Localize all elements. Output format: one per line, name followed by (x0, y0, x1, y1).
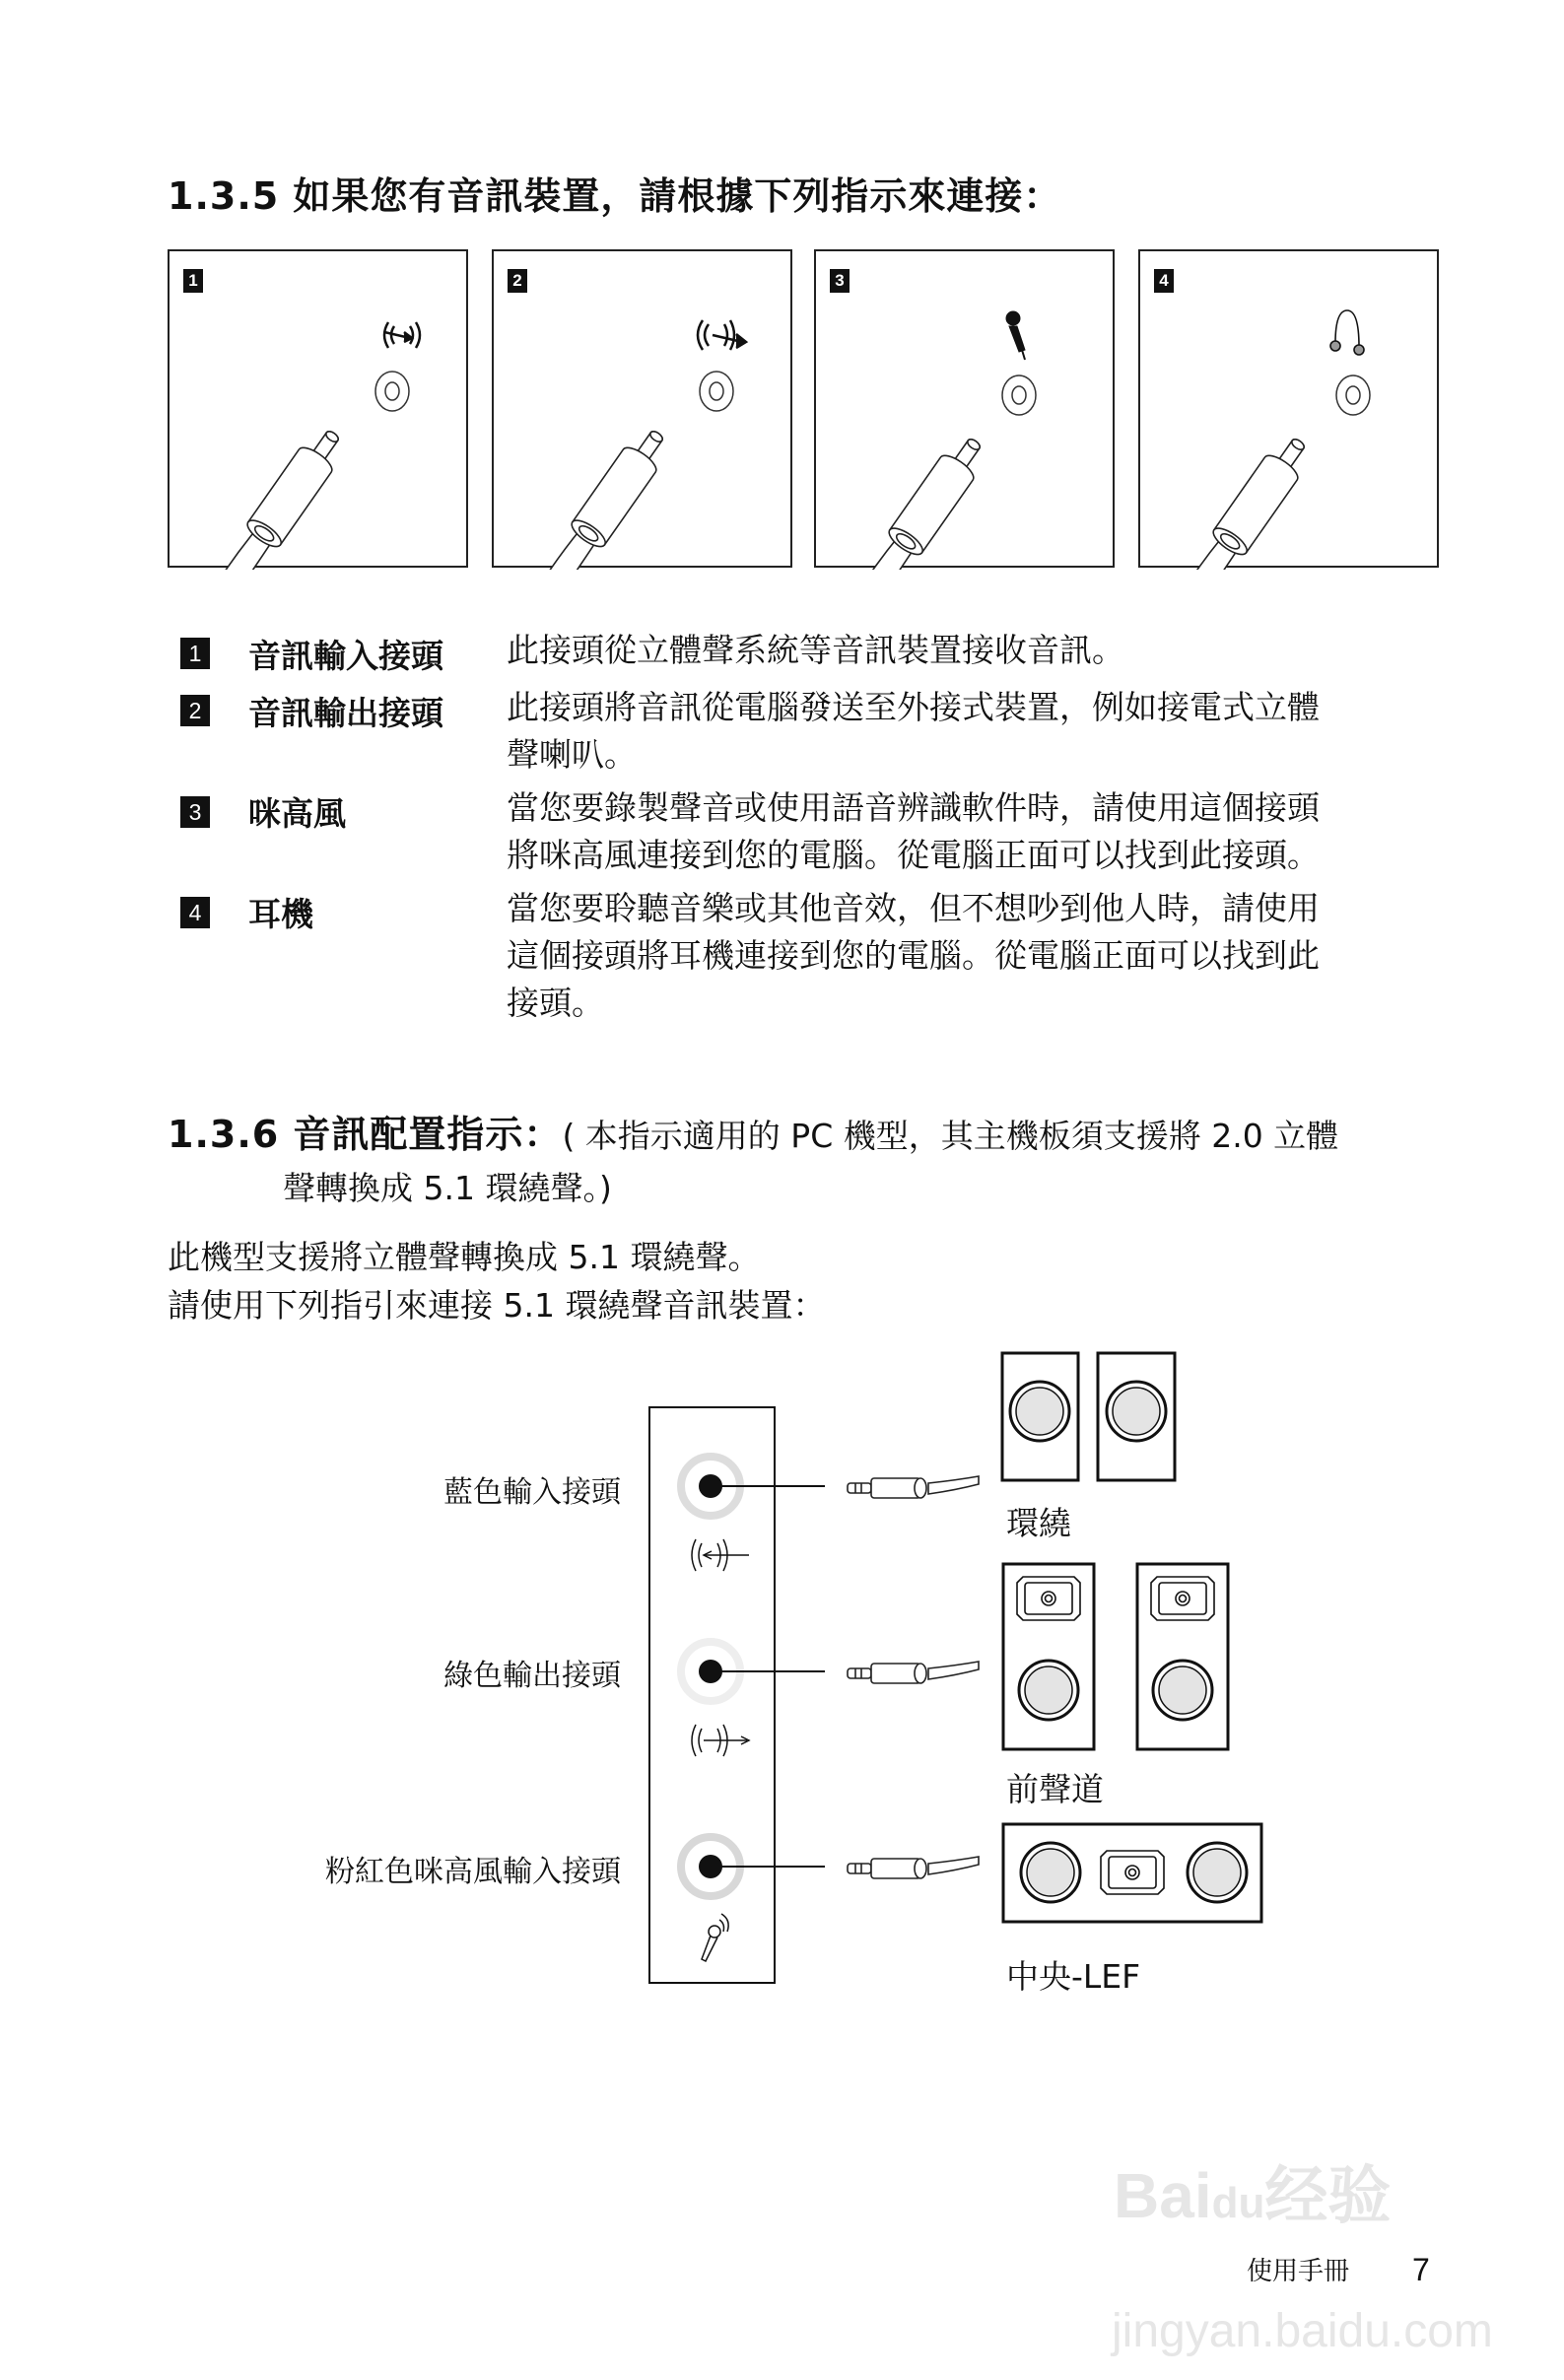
desc-line: 聲喇叭。 (507, 735, 637, 774)
desc-line: 此接頭將音訊從電腦發送至外接式裝置，例如接電式立體 (507, 688, 1320, 726)
speaker-label-center-lfe: 中央-LEF (1006, 1957, 1141, 1996)
item-number: 3 (180, 796, 210, 828)
audio-plug-icon (848, 1662, 979, 1683)
item-label-audio-in: 音訊輸入接頭 (248, 637, 443, 675)
port-label-green-out: 綠色輸出接頭 (443, 1659, 621, 1693)
audio-plug-icon (848, 1857, 979, 1878)
item-label-headphone: 耳機 (248, 895, 313, 933)
center-lfe-speaker (1003, 1824, 1261, 1922)
page-number: 7 (1412, 2252, 1430, 2287)
desc-line: 這個接頭將耳機連接到您的電腦。從電腦正面可以找到此 (507, 936, 1320, 975)
item-label-audio-out: 音訊輸出接頭 (248, 694, 443, 732)
paragraph: 此機型支援將立體聲轉換成 5.1 環繞聲。 (168, 1238, 761, 1276)
desc-line: 當您要錄製聲音或使用語音辨識軟件時，請使用這個接頭 (507, 788, 1320, 827)
section-note-continued: 聲轉換成 5.1 環繞聲。) (283, 1169, 612, 1207)
item-label-microphone: 咪高風 (248, 794, 346, 833)
desc-line: 此接頭從立體聲系統等音訊裝置接收音訊。 (507, 631, 1124, 669)
section-note: ( 本指示適用的 PC 機型，其主機板須支援將 2.0 立體 (562, 1117, 1339, 1155)
desc-line: 當您要聆聽音樂或其他音效，但不想吵到他人時，請使用 (507, 889, 1320, 927)
desc-line: 接頭。 (507, 984, 604, 1022)
audio-plug-icon (848, 1476, 979, 1498)
front-speakers (1003, 1564, 1228, 1749)
footer-title: 使用手冊 (1247, 2257, 1350, 2286)
item-number: 2 (180, 695, 210, 726)
port-label-blue-in: 藍色輸入接頭 (443, 1475, 621, 1510)
panel-badge: 3 (830, 269, 850, 293)
speaker-label-front: 前聲道 (1006, 1770, 1104, 1808)
item-number: 4 (180, 897, 210, 928)
panel-badge: 1 (183, 269, 203, 293)
watermark-logo: Baidu经验 (1114, 2160, 1392, 2231)
item-number: 1 (180, 638, 210, 669)
desc-line: 將咪高風連接到您的電腦。從電腦正面可以找到此接頭。 (507, 836, 1320, 874)
section-title-1-3-5: 1.3.5 如果您有音訊裝置，請根據下列指示來連接： (168, 174, 1062, 218)
surround-speakers (1002, 1353, 1175, 1480)
panel-badge: 2 (508, 269, 527, 293)
section-title-1-3-6: 1.3.6 音訊配置指示： (168, 1113, 563, 1156)
panel-badge: 4 (1154, 269, 1174, 293)
speaker-label-surround: 環繞 (1006, 1504, 1071, 1542)
watermark-url: jingyan.baidu.com (1112, 2305, 1493, 2357)
port-label-pink-mic: 粉紅色咪高風輸入接頭 (325, 1855, 621, 1889)
paragraph: 請使用下列指引來連接 5.1 環繞聲音訊裝置： (168, 1286, 826, 1325)
